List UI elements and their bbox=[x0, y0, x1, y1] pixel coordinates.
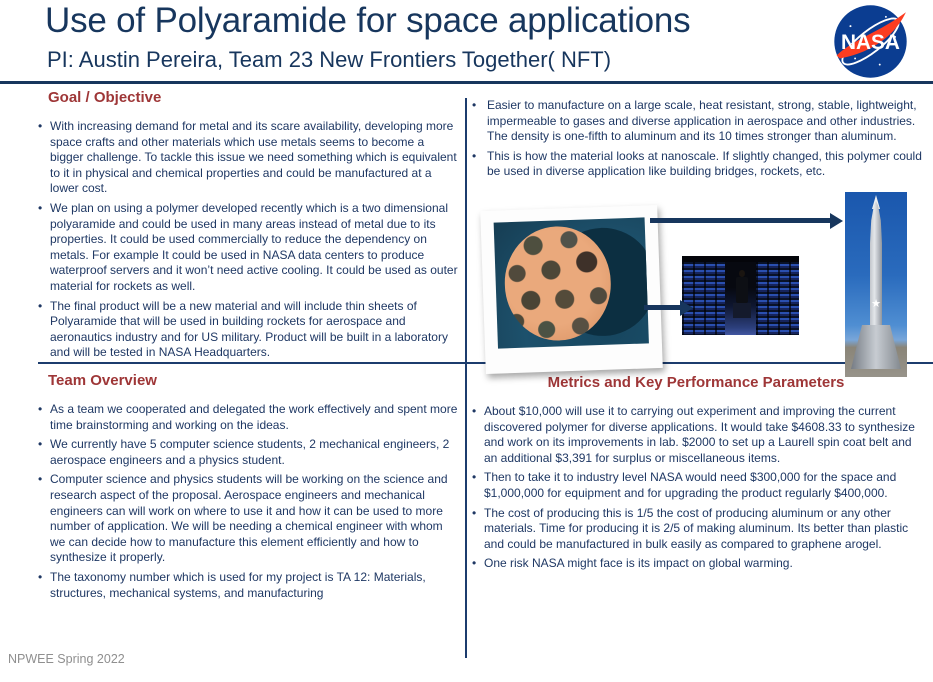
arrow-to-datacenter-icon bbox=[644, 305, 680, 310]
rocket-photo bbox=[845, 192, 907, 377]
section-goal-objective bbox=[36, 89, 460, 365]
datacenter-photo bbox=[682, 256, 799, 335]
bullet-item: • Computer science and physics students will be working on the science and research aspect of the proposal. Aerospace engineers and mechanical engineers can will work on where to use it and how it can be used to more number of application. We will be needing a chemical engineer with whom we can decide how to manufacture this element efficiently and how to synthesize it properly. bbox=[36, 472, 460, 566]
section-team-overview bbox=[36, 372, 460, 605]
rocket-base bbox=[851, 325, 901, 369]
bullet-item: • We currently have 5 computer science students, 2 mechanical engineers, 2 aerospace engineers and a physics student. bbox=[36, 437, 460, 468]
bullet-item: • This is how the material looks at nanoscale. If slightly changed, this polymer could be used in diverse application like building bridges, rockets, etc. bbox=[470, 149, 922, 180]
section-heading: Goal / Objective bbox=[48, 89, 162, 106]
bullet-list bbox=[470, 98, 922, 180]
section-heading: Team Overview bbox=[48, 372, 157, 389]
section-metrics bbox=[470, 374, 922, 576]
svg-text:NASA: NASA bbox=[841, 31, 900, 55]
slide-subtitle: PI: Austin Pereira, Team 23 New Frontiers Together( NFT) bbox=[47, 47, 612, 72]
bullet-item: • The final product will be a new material and will include thin sheets of Polyaramide that will be used in building rockets for aerospace and aeronautics industry and for US military. Product will be built in a laboratory and will be tested in NASA Headquarters. bbox=[36, 299, 460, 361]
bullet-item: • About $10,000 will use it to carrying out experiment and improving the current discovered polymer for diverse applications. It would take $4608.33 to synthesize and work on its improvements in lab. $2000 to set up a Laurell spin coat belt and an additional $3,391 for surplus or miscellaneous items. bbox=[470, 404, 922, 466]
bullet-list bbox=[36, 402, 460, 601]
server-rack bbox=[756, 262, 799, 335]
bullet-item: • As a team we cooperated and delegated the work effectively and spent more time brainstorming and working on the ideas. bbox=[36, 402, 460, 433]
technician-figure bbox=[736, 277, 748, 304]
bullet-item: • Then to take it to industry level NASA would need $300,000 for the space and $1,000,000 for equipment and for upgrading the product regularly $400,000. bbox=[470, 470, 922, 501]
section-material-properties bbox=[470, 84, 922, 184]
bullet-item: • The taxonomy number which is used for my project is TA 12: Materials, structures, mechanical systems, and manufacturing bbox=[36, 570, 460, 601]
footer-text: NPWEE Spring 2022 bbox=[8, 652, 125, 666]
section-heading: Metrics and Key Performance Parameters bbox=[547, 374, 845, 391]
vertical-divider bbox=[465, 98, 467, 658]
nanoscale-micrograph-photo bbox=[480, 205, 663, 374]
bullet-list bbox=[36, 119, 460, 361]
bullet-item: • One risk NASA might face is its impact on global warming. bbox=[470, 556, 922, 572]
bullet-item: • We plan on using a polymer developed recently which is a two dimensional polyaramide and could be used in many areas instead of metal due to its properties. It could be used commercially to reduce the dependency on metals. For example It could be used in NASA data centers to produce waterproof servers and it won’t need active cooling. It could be used as outer material for rockets as well. bbox=[36, 201, 460, 295]
star-emblem-icon bbox=[871, 299, 881, 310]
bullet-item: • The cost of producing this is 1/5 the cost of producing aluminum or any other materials. Time for producing it is 2/5 of making aluminum. Its better than plastic and could be manufactured in bulk easily as compared to graphene arogel. bbox=[470, 506, 922, 553]
bullet-list bbox=[470, 404, 922, 572]
bullet-item: • Easier to manufacture on a large scale, heat resistant, strong, stable, lightweight, impermeable to gases and diverse application in aerospace and other industries. The density is one-fifth to aluminum and its 10 times stronger than aluminum. bbox=[470, 98, 922, 145]
arrow-to-rocket-icon bbox=[650, 218, 830, 223]
bullet-item: • With increasing demand for metal and its scare availability, developing more space crafts and other materials which use metals seems to become a bigger challenge. To tackle this issue we need something which is equivalent to it in physical and chemical properties and could be manufactured at a lower cost. bbox=[36, 119, 460, 197]
page-title: Use of Polyaramide for space applications bbox=[45, 1, 691, 40]
nasa-logo-icon bbox=[828, 3, 913, 80]
